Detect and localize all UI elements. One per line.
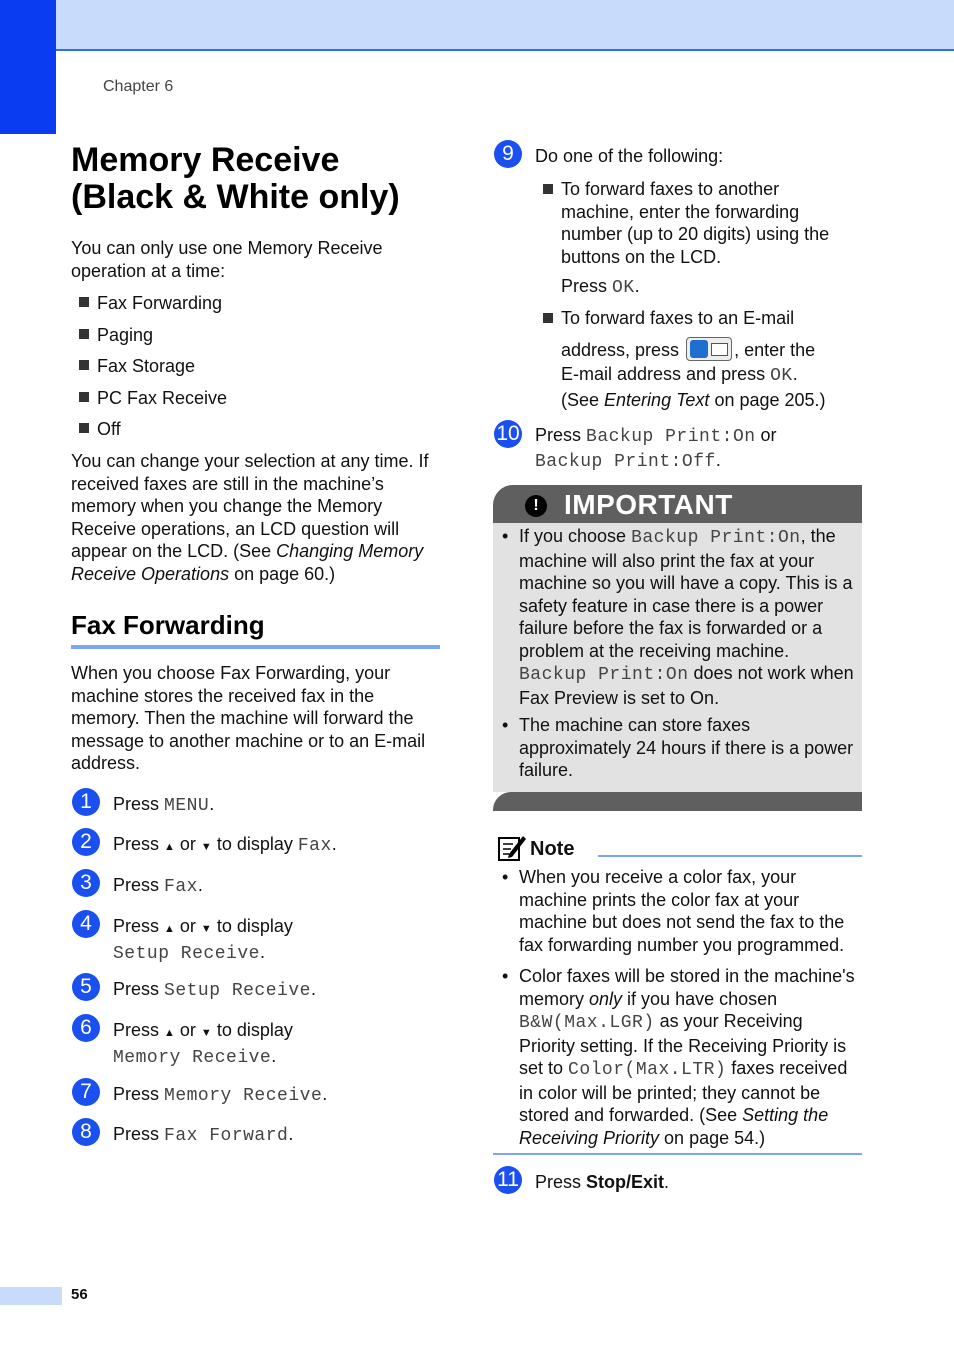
bullet-dot-icon: • <box>502 715 509 735</box>
note-pencil-icon <box>497 832 527 862</box>
option-item: Fax Storage <box>79 355 195 377</box>
step-9-option-a: To forward faxes to another machine, enter the forwarding number (up to 20 digits) using the buttons on the LCD. <box>543 178 843 268</box>
important-footer <box>493 792 862 811</box>
page-number: 56 <box>71 1286 88 1303</box>
bullet-square-icon <box>79 360 89 370</box>
step-4: Press ▲ or ▼ to display Setup Receive. <box>113 916 293 964</box>
page-title <box>71 142 471 216</box>
option-item: Off <box>79 418 121 440</box>
step-number-3: 3 <box>72 869 100 897</box>
bullet-dot-icon: • <box>502 867 509 887</box>
important-bullet-2: The machine can store faxes approximately 24 hours if there is a power failure. <box>519 715 854 780</box>
note-title: Note <box>530 838 575 860</box>
step-7: Press Memory Receive. <box>113 1084 328 1106</box>
step-3: Press Fax. <box>113 875 203 897</box>
bullet-square-icon <box>79 392 89 402</box>
header-band <box>0 0 954 51</box>
bullet-dot-icon: • <box>502 966 509 986</box>
important-title: IMPORTANT <box>564 489 733 520</box>
note-rule <box>598 855 862 857</box>
bullet-dot-icon: • <box>502 526 509 546</box>
section-rule <box>71 645 440 649</box>
bullet-square-icon <box>543 184 553 194</box>
section-intro: When you choose Fax Forwarding, your machine stores the received fax in the memory. Then the machine will forward the message to another machine or to an E-mail address. <box>71 663 426 773</box>
note-bottom-rule <box>493 1153 862 1155</box>
fax-email-button-icon <box>686 337 732 361</box>
cross-reference: Entering Text <box>604 390 710 410</box>
important-header <box>493 485 862 523</box>
step-11: Press Stop/Exit. <box>535 1172 670 1192</box>
step-9: Do one of the following: <box>535 146 724 166</box>
step-number-6: 6 <box>72 1014 100 1042</box>
step-5: Press Setup Receive. <box>113 979 316 1001</box>
step-number-7: 7 <box>72 1078 100 1106</box>
step-number-10: 10 <box>494 420 522 448</box>
step-9-option-b: To forward faxes to an E-mail <box>543 307 853 330</box>
title-line-2: (Black & White only) <box>71 178 400 216</box>
page-number-band <box>0 1287 62 1305</box>
chapter-label: Chapter 6 <box>103 78 174 95</box>
intro-text: You can only use one Memory Receive operation at a time: <box>71 238 383 281</box>
option-item: Paging <box>79 324 153 346</box>
up-arrow-icon: ▲ <box>164 841 175 853</box>
important-bullet-1: If you choose Backup Print:On, the machine will also print the fax at your machine so you will have a copy. This is a safety feature in case there is a power failure before the fax is forwarded or a problem at the receiving machine. Backup Print:On does not work when Fax Preview is set to On. <box>519 526 854 708</box>
down-arrow-icon: ▼ <box>200 1027 212 1039</box>
bullet-square-icon <box>79 423 89 433</box>
down-arrow-icon: ▼ <box>200 841 212 853</box>
cross-reference: Setting the Receiving Priority <box>519 1105 829 1148</box>
bullet-square-icon <box>543 313 553 323</box>
note-bullet-1: When you receive a color fax, your machine prints the color fax at your machine but does not send the fax to the fax forwarding number you programmed. <box>519 867 845 955</box>
step-number-5: 5 <box>72 973 100 1001</box>
option-item: Fax Forwarding <box>79 292 222 314</box>
up-arrow-icon: ▲ <box>164 1027 175 1039</box>
step-6: Press ▲ or ▼ to display Memory Receive. <box>113 1020 293 1068</box>
chapter-tab <box>0 0 56 134</box>
step-number-11: 11 <box>494 1166 522 1194</box>
change-paragraph: You can change your selection at any time. If received faxes are still in the machine’s memory when you change the Memory Receive operations, an LCD question will appear on the LCD. (See Changing Memory Receive Operations on page 60.) <box>71 451 429 584</box>
down-arrow-icon: ▼ <box>200 923 212 935</box>
exclamation-icon: ! <box>525 495 547 517</box>
step-9-email-instructions: address, press , enter the E-mail address and press OK. (See Entering Text on page 205.) <box>561 337 826 412</box>
step-8: Press Fax Forward. <box>113 1124 294 1146</box>
step-number-1: 1 <box>72 788 100 816</box>
note-bullet-2: Color faxes will be stored in the machine's memory only if you have chosen B&W(Max.LGR) as your Receiving Priority setting. If the Receiving Priority is set to Color(Max.LTR) faxes received in color will be printed; they cannot be stored and forwarded. (See Setting the Receiving Priority on page 54.) <box>519 966 855 1148</box>
step-number-8: 8 <box>72 1118 100 1146</box>
step-10: Press Backup Print:On or Backup Print:Off. <box>535 425 777 472</box>
title-line-1: Memory Receive <box>71 141 340 179</box>
step-number-9: 9 <box>494 140 522 168</box>
step-1: Press MENU. <box>113 794 215 816</box>
step-2: Press ▲ or ▼ to display Fax. <box>113 834 337 856</box>
bullet-square-icon <box>79 297 89 307</box>
bullet-square-icon <box>79 329 89 339</box>
up-arrow-icon: ▲ <box>164 923 175 935</box>
option-item: PC Fax Receive <box>79 387 227 409</box>
section-heading: Fax Forwarding <box>71 610 265 640</box>
step-number-2: 2 <box>72 828 100 856</box>
step-9-press-ok: Press OK. <box>561 276 640 298</box>
step-number-4: 4 <box>72 910 100 938</box>
cross-reference: Changing Memory Receive Operations <box>71 541 424 584</box>
